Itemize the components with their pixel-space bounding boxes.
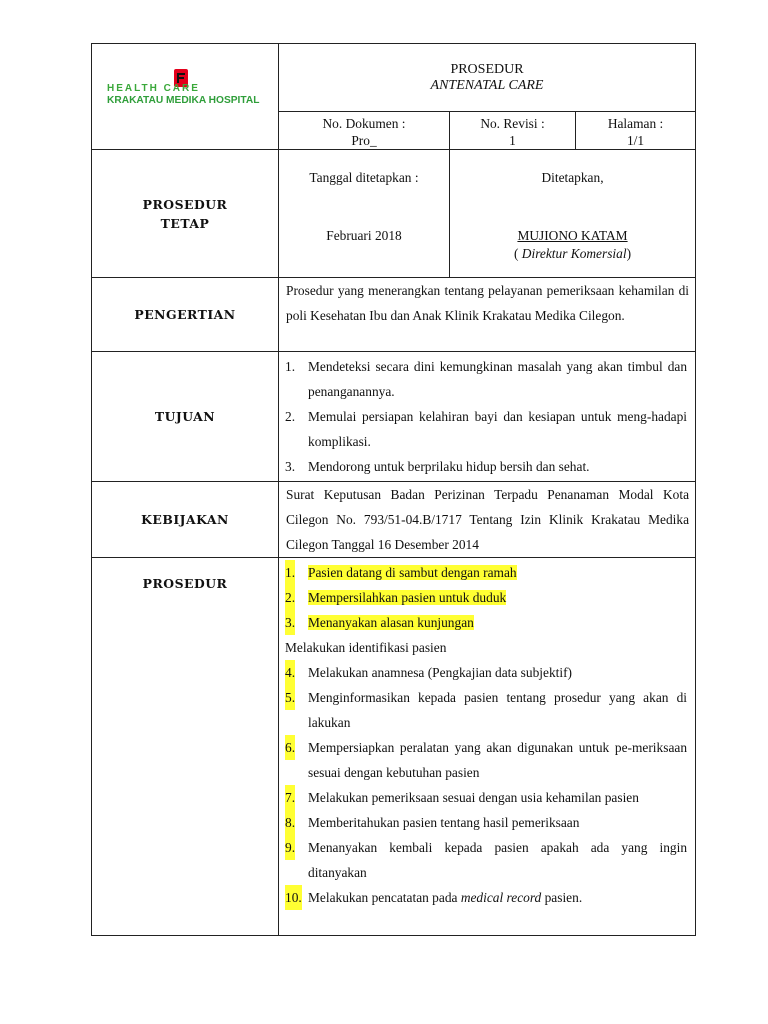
prosedur-step-num: 5. xyxy=(285,685,295,710)
tujuan-item-num: 1. xyxy=(285,359,296,374)
doc-number-value: Pro_ xyxy=(351,133,377,148)
hospital-logo xyxy=(92,67,278,127)
prosedur-step-num: 10. xyxy=(285,885,302,910)
prosedur-step xyxy=(285,685,687,735)
prosedur-step-num: 2. xyxy=(285,585,295,610)
doc-number-cell xyxy=(279,112,450,150)
prosedur-step-text: Melakukan anamnesa (Pengkajian data subjektif) xyxy=(308,665,573,680)
tujuan-item-num: 3. xyxy=(285,459,296,474)
prosedur-step-num: 9. xyxy=(285,835,295,860)
logo-cell xyxy=(92,44,279,150)
prosedur-step10-em: medical record xyxy=(460,890,542,905)
prosedur-step-num: 4. xyxy=(285,660,295,685)
prosedur-step xyxy=(285,660,687,685)
prosedur-step-num: 8. xyxy=(285,810,295,835)
approver-name: MUJIONO KATAM xyxy=(517,228,628,243)
kebijakan-label: KEBIJAKAN xyxy=(92,482,279,558)
prosedur-step xyxy=(285,885,687,910)
protap-label-cell xyxy=(92,150,279,278)
revision-label: No. Revisi : xyxy=(480,116,545,131)
tujuan-item-text: Mendorong untuk berprilaku hidup bersih dan sehat. xyxy=(308,459,590,474)
page-title: PROSEDUR xyxy=(450,61,524,77)
date-cell xyxy=(279,150,450,278)
prosedur-step10-pre: Melakukan pencatatan pada xyxy=(308,890,461,905)
protap-label-line2: TETAP xyxy=(160,215,210,231)
prosedur-step-num: 3. xyxy=(285,610,295,635)
tujuan-item-text: Mendeteksi secara dini kemungkinan masalah yang akan timbul dan penanganannya. xyxy=(308,359,688,399)
prosedur-middle-line: Melakukan identifikasi pasien xyxy=(285,640,447,655)
sop-document-table xyxy=(91,43,696,936)
prosedur-step xyxy=(285,785,687,810)
approved-label: Ditetapkan, xyxy=(541,170,604,185)
revision-value: 1 xyxy=(509,133,516,148)
prosedur-step xyxy=(285,835,687,885)
logo-hospital-name: KRAKATAU MEDIKA HOSPITAL xyxy=(107,94,260,106)
date-label: Tanggal ditetapkan : xyxy=(309,170,419,185)
prosedur-label: PROSEDUR xyxy=(142,576,228,591)
pengertian-label: PENGERTIAN xyxy=(92,278,279,352)
prosedur-step10-post: pasien. xyxy=(541,890,583,905)
protap-label-line1: PROSEDUR xyxy=(142,196,228,212)
tujuan-item xyxy=(285,354,687,404)
page-value: 1/1 xyxy=(626,133,645,148)
prosedur-step-num: 6. xyxy=(285,735,295,760)
logo-health-care: HEALTH CARE xyxy=(107,82,200,94)
title-cell xyxy=(279,44,696,112)
prosedur-step-text: Menginformasikan kepada pasien tentang prosedur yang akan di lakukan xyxy=(308,690,688,730)
tujuan-list xyxy=(279,352,695,481)
page-cell xyxy=(576,112,696,150)
prosedur-list-a xyxy=(279,558,695,635)
prosedur-step-num: 1. xyxy=(285,560,295,585)
prosedur-step-text: Pasien datang di sambut dengan ramah xyxy=(308,565,517,580)
date-value: Februari 2018 xyxy=(326,228,402,243)
prosedur-step-text: Melakukan pemeriksaan sesuai dengan usia kehamilan pasien xyxy=(308,790,639,805)
approver-title-open: ( xyxy=(513,246,522,261)
prosedur-step xyxy=(285,735,687,785)
prosedur-step xyxy=(285,810,687,835)
prosedur-list-b xyxy=(279,660,695,912)
tujuan-item xyxy=(285,454,687,479)
tujuan-item-text: Memulai persiapan kelahiran bayi dan kesiapan untuk meng-hadapi komplikasi. xyxy=(308,409,688,449)
prosedur-step xyxy=(285,610,687,635)
approver-title-line xyxy=(450,246,695,262)
approver-title: Direktur Komersial xyxy=(521,246,627,261)
tujuan-item-num: 2. xyxy=(285,409,296,424)
approval-cell xyxy=(450,150,696,278)
prosedur-step-text: Mempersiapkan peralatan yang akan digunakan untuk pe-meriksaan sesuai dengan kebutuhan pasien xyxy=(308,740,688,780)
revision-cell xyxy=(450,112,576,150)
prosedur-step-text: Mempersilahkan pasien untuk duduk xyxy=(308,590,507,605)
pengertian-text: Prosedur yang menerangkan tentang pelayanan pemeriksaan kehamilan di poli Kesehatan Ibu dan Anak Klinik Krakatau Medika Cilegon. xyxy=(279,278,696,352)
prosedur-step-text: Memberitahukan pasien tentang hasil pemeriksaan xyxy=(308,815,580,830)
prosedur-step xyxy=(285,560,687,585)
prosedur-step-num: 7. xyxy=(285,785,295,810)
approver-title-close: ) xyxy=(626,246,632,261)
prosedur-step-text: Menanyakan kembali kepada pasien apakah ada yang ingin ditanyakan xyxy=(308,840,688,880)
prosedur-step-text: Menanyakan alasan kunjungan xyxy=(308,615,474,630)
doc-number-label: No. Dokumen : xyxy=(322,116,406,131)
prosedur-cell xyxy=(279,558,696,936)
tujuan-cell xyxy=(279,352,696,482)
tujuan-item xyxy=(285,404,687,454)
prosedur-step xyxy=(285,585,687,610)
tujuan-label: TUJUAN xyxy=(92,352,279,482)
kebijakan-text: Surat Keputusan Badan Perizinan Terpadu Penanaman Modal Kota Cilegon No. 793/51-04.B/1717 Tentang Izin Klinik Krakatau Medika Cilegon Tanggal 16 Desember 2014 xyxy=(279,482,696,558)
page-subtitle: ANTENATAL CARE xyxy=(430,77,544,93)
prosedur-label-cell xyxy=(92,558,279,936)
page-label: Halaman : xyxy=(607,116,664,131)
